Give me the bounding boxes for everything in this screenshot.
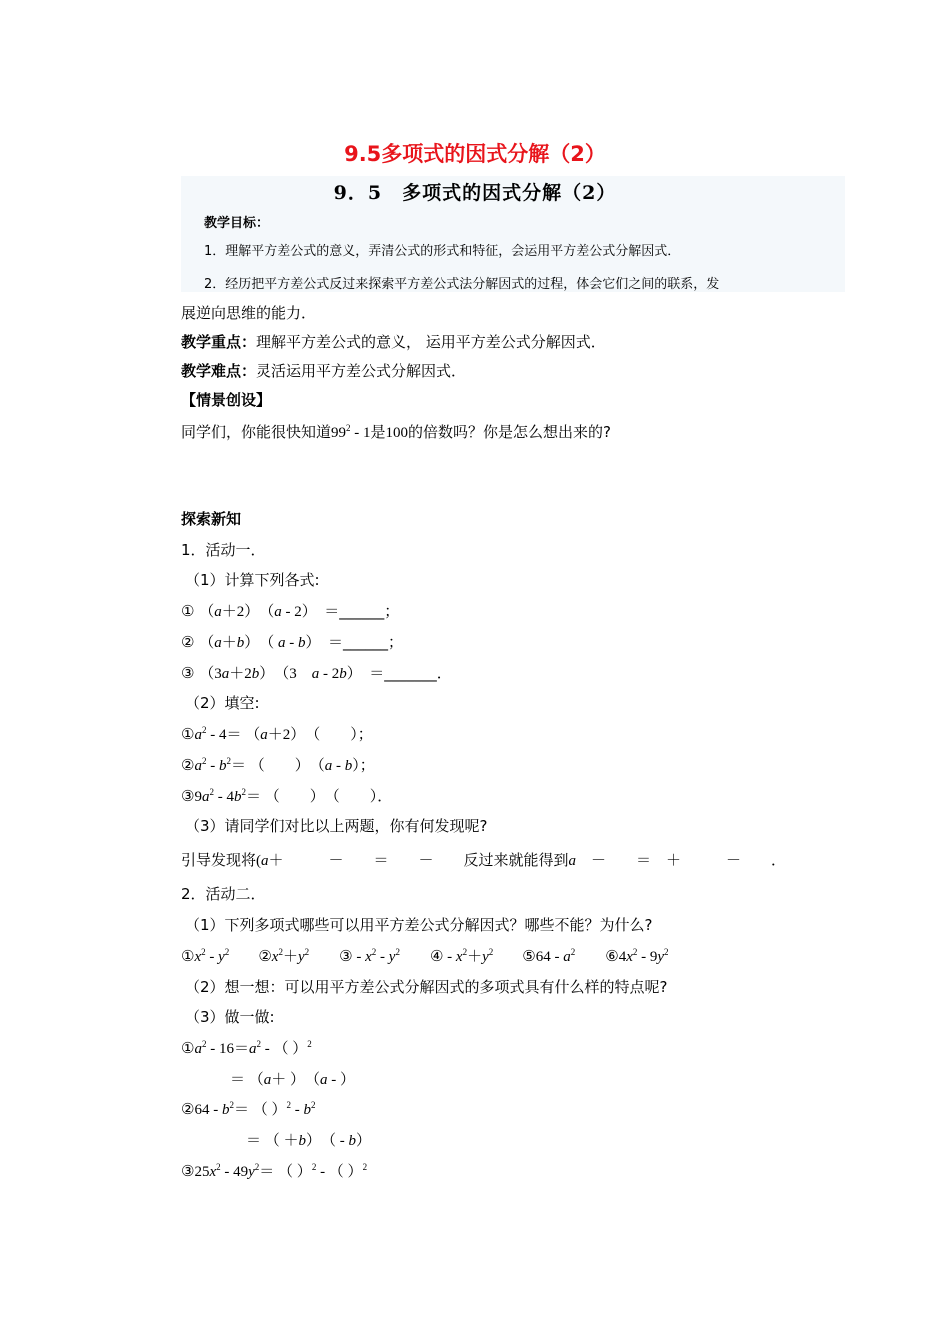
practice-3-line1: $③25x^2 - 49y^2=$ （ ）$^2$ - （ ）$^2$ [181,1162,368,1180]
practice-2-line2: ＝ （ ＋b） （ - b） [246,1133,372,1149]
activity-1-title: 1．活动一． [181,541,266,559]
activity-1-q1: （1）计算下列各式: [185,571,320,589]
calc-item-3: ③ （3a＋2b） （3 a - 2b） ＝_______． [181,664,452,682]
calc-item-1: ① （a＋2） （a - 2） ＝______； [181,602,400,620]
guide-line: 引导发现将(a＋ － ＝ － 反过来就能得到a － ＝ ＋ － ． [181,851,787,869]
practice-1-line2: ＝ （a＋ ） （a - ） [230,1072,356,1088]
difficulty: 教学难点：灵活运用平方差公式分解因式． [181,362,467,380]
polynomial-list: $①x^2 - y^2$ $②x^2+y^2$ ③ - $x^2 - y^2$ ④ - $x^2+y^2$ ⑤64 - $a^2$ $⑥4x^2 - 9y^2$ [181,947,669,965]
fill-item-1: $①a^2 - 4= (a+2)$ （ ）； [181,725,373,743]
activity-1-q3: （3）请同学们对比以上两题，你有何发现呢? [185,817,488,835]
fill-item-2: $②a^2 - b^2=$ （ ） （a - b）； [181,756,375,774]
objective-1: 1．理解平方差公式的意义，弄清公式的形式和特征，会运用平方差公式分解因式． [204,244,681,259]
activity-2-q1: （1）下列多项式哪些可以用平方差公式分解因式？哪些不能？为什么? [185,916,653,934]
practice-1-line1: $①a^2 - 16=a^2$ - （ ）$^2$ [181,1039,312,1057]
practice-2-line1: ②64 - $b^2=$ （ ）$^2 - b^2$ [181,1100,316,1118]
objectives-label: 教学目标： [204,216,270,231]
activity-2-q2: （2）想一想：可以用平方差公式分解因式的多项式具有什么样的特点呢? [185,978,668,996]
fill-item-3: $③9a^2 - 4b^2=$ （ ） （ ）． [181,787,393,805]
page-red-title: 9.5多项式的因式分解（2） [344,142,606,166]
objective-2-line1: 2．经历把平方差公式反过来探索平方差公式法分解因式的过程，体会它们之间的联系，发 [204,277,720,292]
activity-2-title: 2．活动二． [181,885,266,903]
scenario-label: 【情景创设】 [181,391,272,409]
scenario-question: 同学们，你能很快知道$99^2 - 1$是100的倍数吗？你是怎么想出来的? [181,423,611,441]
lesson-title: 9．5 多项式的因式分解（2） [333,182,617,204]
activity-2-q3: （3）做一做: [185,1008,275,1026]
objective-2-line2: 展逆向思维的能力． [181,304,317,322]
explore-heading: 探索新知 [181,510,242,528]
activity-1-q2: （2）填空: [185,694,260,712]
key-point: 教学重点：理解平方差公式的意义， 运用平方差公式分解因式． [181,333,606,351]
calc-item-2: ② （a＋b） （ a - b） ＝______； [181,633,404,651]
